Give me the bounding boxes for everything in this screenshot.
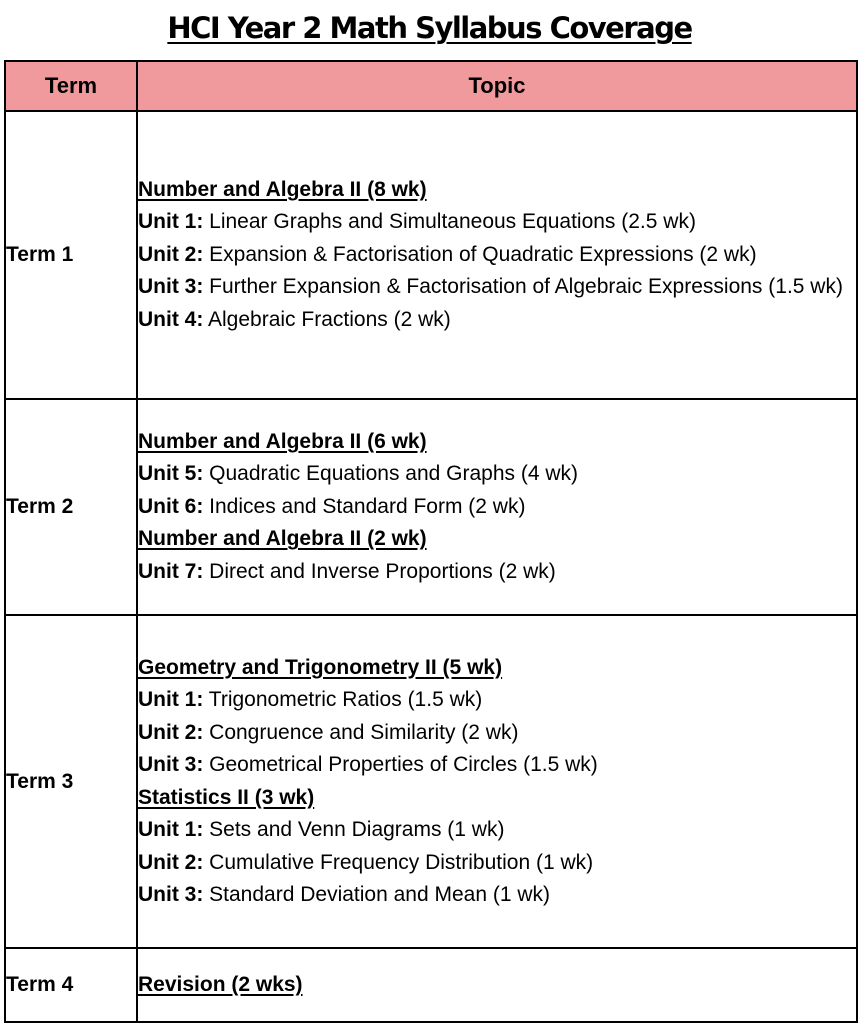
unit-item bbox=[138, 879, 856, 912]
section-heading-text: Geometry and Trigonometry II (5 wk) bbox=[138, 655, 503, 679]
unit-item bbox=[138, 814, 856, 847]
unit-title: Linear Graphs and Simultaneous Equations (2.5 wk) bbox=[203, 210, 696, 234]
unit-item bbox=[138, 458, 856, 491]
topic-cell bbox=[137, 615, 857, 948]
table-body bbox=[5, 111, 857, 1022]
unit-label: Unit 1: bbox=[138, 818, 204, 841]
unit-item bbox=[138, 304, 856, 337]
topic-cell bbox=[137, 948, 857, 1022]
table-row bbox=[5, 615, 857, 948]
unit-label: Unit 2: bbox=[138, 720, 204, 744]
term-cell: Term 3 bbox=[5, 615, 137, 948]
section-heading bbox=[138, 782, 856, 815]
unit-label: Unit 1: bbox=[138, 210, 204, 234]
unit-label: Unit 6: bbox=[138, 494, 204, 518]
unit-item bbox=[138, 684, 856, 717]
unit-item bbox=[138, 491, 856, 524]
table-row bbox=[5, 111, 857, 399]
table-header-row bbox=[5, 61, 857, 111]
unit-label: Unit 4: bbox=[138, 307, 204, 331]
unit-title: Geometrical Properties of Circles (1.5 wk) bbox=[203, 753, 598, 776]
unit-title: Standard Deviation and Mean (1 wk) bbox=[203, 883, 551, 906]
unit-label: Unit 1: bbox=[138, 688, 204, 711]
unit-item bbox=[138, 556, 856, 589]
unit-label: Unit 3: bbox=[138, 753, 204, 776]
unit-label: Unit 5: bbox=[138, 462, 204, 486]
table-row bbox=[5, 948, 857, 1022]
unit-label: Unit 3: bbox=[138, 883, 204, 906]
term-cell: Term 2 bbox=[5, 399, 137, 615]
section-heading bbox=[138, 523, 856, 556]
unit-title: Cumulative Frequency Distribution (1 wk) bbox=[203, 850, 594, 874]
unit-item bbox=[138, 206, 856, 239]
unit-item bbox=[138, 271, 856, 304]
topic-cell bbox=[137, 111, 857, 399]
section-heading bbox=[138, 174, 856, 207]
section-heading bbox=[138, 969, 856, 1002]
unit-item bbox=[138, 847, 856, 880]
section-heading-text: Number and Algebra II (8 wk) bbox=[138, 177, 427, 201]
section-heading-text: Number and Algebra II (6 wk) bbox=[138, 429, 427, 453]
unit-title: Algebraic Fractions (2 wk) bbox=[203, 307, 451, 331]
unit-title: Direct and Inverse Proportions (2 wk) bbox=[203, 559, 556, 583]
unit-title: Trigonometric Ratios (1.5 wk) bbox=[203, 688, 483, 711]
unit-label: Unit 7: bbox=[138, 559, 204, 583]
topic-cell bbox=[137, 399, 857, 615]
section-heading bbox=[138, 652, 856, 685]
section-heading-text: Number and Algebra II (2 wk) bbox=[138, 527, 427, 551]
table-row bbox=[5, 399, 857, 615]
unit-item bbox=[138, 239, 856, 272]
section-heading-text: Revision (2 wks) bbox=[138, 972, 303, 996]
page-title: HCI Year 2 Math Syllabus Coverage bbox=[167, 11, 692, 45]
syllabus-table bbox=[4, 60, 858, 1023]
header-topic: Topic bbox=[137, 61, 857, 111]
unit-item bbox=[138, 717, 856, 750]
term-cell: Term 1 bbox=[5, 111, 137, 399]
section-heading bbox=[138, 426, 856, 459]
unit-title: Expansion & Factorisation of Quadratic Expressions (2 wk) bbox=[203, 242, 757, 266]
term-cell: Term 4 bbox=[5, 948, 137, 1022]
unit-title: Sets and Venn Diagrams (1 wk) bbox=[203, 818, 505, 841]
unit-title: Congruence and Similarity (2 wk) bbox=[203, 720, 519, 744]
unit-item bbox=[138, 749, 856, 782]
header-term: Term bbox=[5, 61, 137, 111]
unit-title: Quadratic Equations and Graphs (4 wk) bbox=[203, 462, 579, 486]
unit-title: Indices and Standard Form (2 wk) bbox=[203, 494, 526, 518]
unit-title: Further Expansion & Factorisation of Algebraic Expressions (1.5 wk) bbox=[203, 275, 843, 299]
unit-label: Unit 2: bbox=[138, 850, 204, 874]
section-heading-text: Statistics II (3 wk) bbox=[138, 785, 315, 809]
unit-label: Unit 2: bbox=[138, 242, 204, 266]
unit-label: Unit 3: bbox=[138, 275, 204, 299]
